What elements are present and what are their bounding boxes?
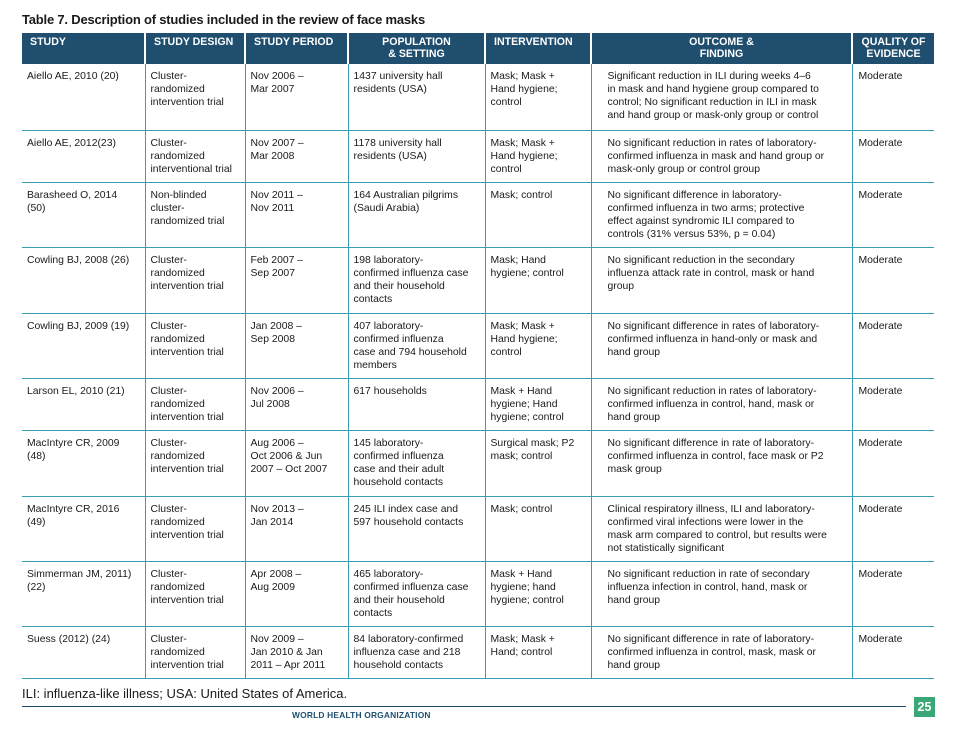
population-cell: 164 Australian pilgrims (Saudi Arabia) — [348, 182, 485, 247]
population-cell: 1178 university hall residents (USA) — [348, 130, 485, 182]
table-row — [22, 626, 934, 678]
population-cell: 245 ILI index case and 597 household contacts — [348, 496, 485, 561]
design-cell: Cluster- randomized intervention trial — [145, 378, 245, 430]
quality-cell: Moderate — [852, 496, 934, 561]
column-header-study-design: STUDY DESIGN — [145, 33, 245, 64]
population-cell: 84 laboratory-confirmed influenza case and 218 household contacts — [348, 626, 485, 678]
column-header-outcome-finding: OUTCOME & FINDING — [591, 33, 852, 64]
design-cell: Non-blinded cluster- randomized trial — [145, 182, 245, 247]
outcome-cell: No significant difference in rate of laboratory- confirmed influenza in control, face mask or P2 mask group — [591, 430, 852, 496]
period-cell: Jan 2008 – Sep 2008 — [245, 313, 348, 378]
quality-cell: Moderate — [852, 130, 934, 182]
population-cell: 1437 university hall residents (USA) — [348, 64, 485, 130]
study-cell: MacIntyre CR, 2016 (49) — [22, 496, 145, 561]
column-header-study: STUDY — [22, 33, 145, 64]
quality-cell: Moderate — [852, 626, 934, 678]
study-cell: Larson EL, 2010 (21) — [22, 378, 145, 430]
column-header-quality-of-evidence: QUALITY OF EVIDENCE — [852, 33, 934, 64]
period-cell: Nov 2007 – Mar 2008 — [245, 130, 348, 182]
table-row — [22, 130, 934, 182]
column-header-population-setting: POPULATION & SETTING — [348, 33, 485, 64]
study-cell: MacIntyre CR, 2009 (48) — [22, 430, 145, 496]
study-cell: Cowling BJ, 2008 (26) — [22, 247, 145, 313]
design-cell: Cluster- randomized interventional trial — [145, 130, 245, 182]
intervention-cell: Mask; control — [485, 496, 591, 561]
study-cell: Simmerman JM, 2011) (22) — [22, 561, 145, 626]
organization-name: WORLD HEALTH ORGANIZATION — [292, 710, 431, 720]
intervention-cell: Mask; Hand hygiene; control — [485, 247, 591, 313]
population-cell: 617 households — [348, 378, 485, 430]
quality-cell: Moderate — [852, 430, 934, 496]
outcome-cell: No significant reduction in rates of laboratory- confirmed influenza in control, hand, mask or hand group — [591, 378, 852, 430]
outcome-cell: No significant difference in laboratory- confirmed influenza in two arms; protective effect against syndromic ILI compared to controls (31% versus 53%, p = 0.04) — [591, 182, 852, 247]
column-header-intervention: INTERVENTION — [485, 33, 591, 64]
outcome-cell: No significant reduction in rate of secondary influenza infection in control, hand, mask or hand group — [591, 561, 852, 626]
design-cell: Cluster- randomized intervention trial — [145, 313, 245, 378]
population-cell: 198 laboratory- confirmed influenza case and their household contacts — [348, 247, 485, 313]
studies-table — [22, 33, 934, 679]
design-cell: Cluster- randomized intervention trial — [145, 64, 245, 130]
study-cell: Barasheed O, 2014 (50) — [22, 182, 145, 247]
period-cell: Nov 2006 – Mar 2007 — [245, 64, 348, 130]
period-cell: Nov 2006 – Jul 2008 — [245, 378, 348, 430]
period-cell: Aug 2006 – Oct 2006 & Jun 2007 – Oct 2007 — [245, 430, 348, 496]
intervention-cell: Mask; Mask + Hand hygiene; control — [485, 313, 591, 378]
period-cell: Apr 2008 – Aug 2009 — [245, 561, 348, 626]
outcome-cell: No significant difference in rates of laboratory- confirmed influenza in hand-only or mask and hand group — [591, 313, 852, 378]
intervention-cell: Mask + Hand hygiene; Hand hygiene; control — [485, 378, 591, 430]
period-cell: Feb 2007 – Sep 2007 — [245, 247, 348, 313]
intervention-cell: Mask; control — [485, 182, 591, 247]
study-cell: Aiello AE, 2010 (20) — [22, 64, 145, 130]
quality-cell: Moderate — [852, 64, 934, 130]
table-row — [22, 378, 934, 430]
table-row — [22, 64, 934, 130]
intervention-cell: Mask; Mask + Hand; control — [485, 626, 591, 678]
outcome-cell: Significant reduction in ILI during weeks 4–6 in mask and hand hygiene group compared to control; No significant reduction in ILI in mask and hand group or mask-only group or control — [591, 64, 852, 130]
intervention-cell: Mask; Mask + Hand hygiene; control — [485, 64, 591, 130]
design-cell: Cluster- randomized intervention trial — [145, 626, 245, 678]
period-cell: Nov 2011 – Nov 2011 — [245, 182, 348, 247]
footer-divider — [22, 706, 906, 707]
table-row — [22, 247, 934, 313]
table-footnote: ILI: influenza-like illness; USA: United States of America. — [22, 686, 348, 701]
period-cell: Nov 2013 – Jan 2014 — [245, 496, 348, 561]
population-cell: 407 laboratory- confirmed influenza case and 794 household members — [348, 313, 485, 378]
design-cell: Cluster- randomized intervention trial — [145, 561, 245, 626]
page-number-badge: 25 — [914, 697, 935, 717]
population-cell: 145 laboratory- confirmed influenza case and their adult household contacts — [348, 430, 485, 496]
population-cell: 465 laboratory- confirmed influenza case and their household contacts — [348, 561, 485, 626]
table-row — [22, 182, 934, 247]
table-row — [22, 561, 934, 626]
quality-cell: Moderate — [852, 247, 934, 313]
table-caption: Table 7. Description of studies included in the review of face masks — [22, 12, 425, 27]
intervention-cell: Surgical mask; P2 mask; control — [485, 430, 591, 496]
quality-cell: Moderate — [852, 313, 934, 378]
outcome-cell: No significant difference in rate of laboratory- confirmed influenza in control, mask, mask or hand group — [591, 626, 852, 678]
table-row — [22, 430, 934, 496]
study-cell: Aiello AE, 2012(23) — [22, 130, 145, 182]
quality-cell: Moderate — [852, 561, 934, 626]
study-cell: Cowling BJ, 2009 (19) — [22, 313, 145, 378]
quality-cell: Moderate — [852, 378, 934, 430]
table-body — [22, 64, 934, 678]
study-cell: Suess (2012) (24) — [22, 626, 145, 678]
column-header-study-period: STUDY PERIOD — [245, 33, 348, 64]
table-row — [22, 313, 934, 378]
design-cell: Cluster- randomized intervention trial — [145, 496, 245, 561]
intervention-cell: Mask + Hand hygiene; hand hygiene; control — [485, 561, 591, 626]
table-row — [22, 496, 934, 561]
design-cell: Cluster- randomized intervention trial — [145, 247, 245, 313]
period-cell: Nov 2009 – Jan 2010 & Jan 2011 – Apr 2011 — [245, 626, 348, 678]
outcome-cell: No significant reduction in rates of laboratory- confirmed influenza in mask and hand group or mask-only group or control group — [591, 130, 852, 182]
intervention-cell: Mask; Mask + Hand hygiene; control — [485, 130, 591, 182]
table-header-row — [22, 33, 934, 64]
outcome-cell: No significant reduction in the secondary influenza attack rate in control, mask or hand group — [591, 247, 852, 313]
quality-cell: Moderate — [852, 182, 934, 247]
design-cell: Cluster- randomized intervention trial — [145, 430, 245, 496]
outcome-cell: Clinical respiratory illness, ILI and laboratory- confirmed viral infections were lower in the mask arm compared to control, but results were not statistically significant — [591, 496, 852, 561]
